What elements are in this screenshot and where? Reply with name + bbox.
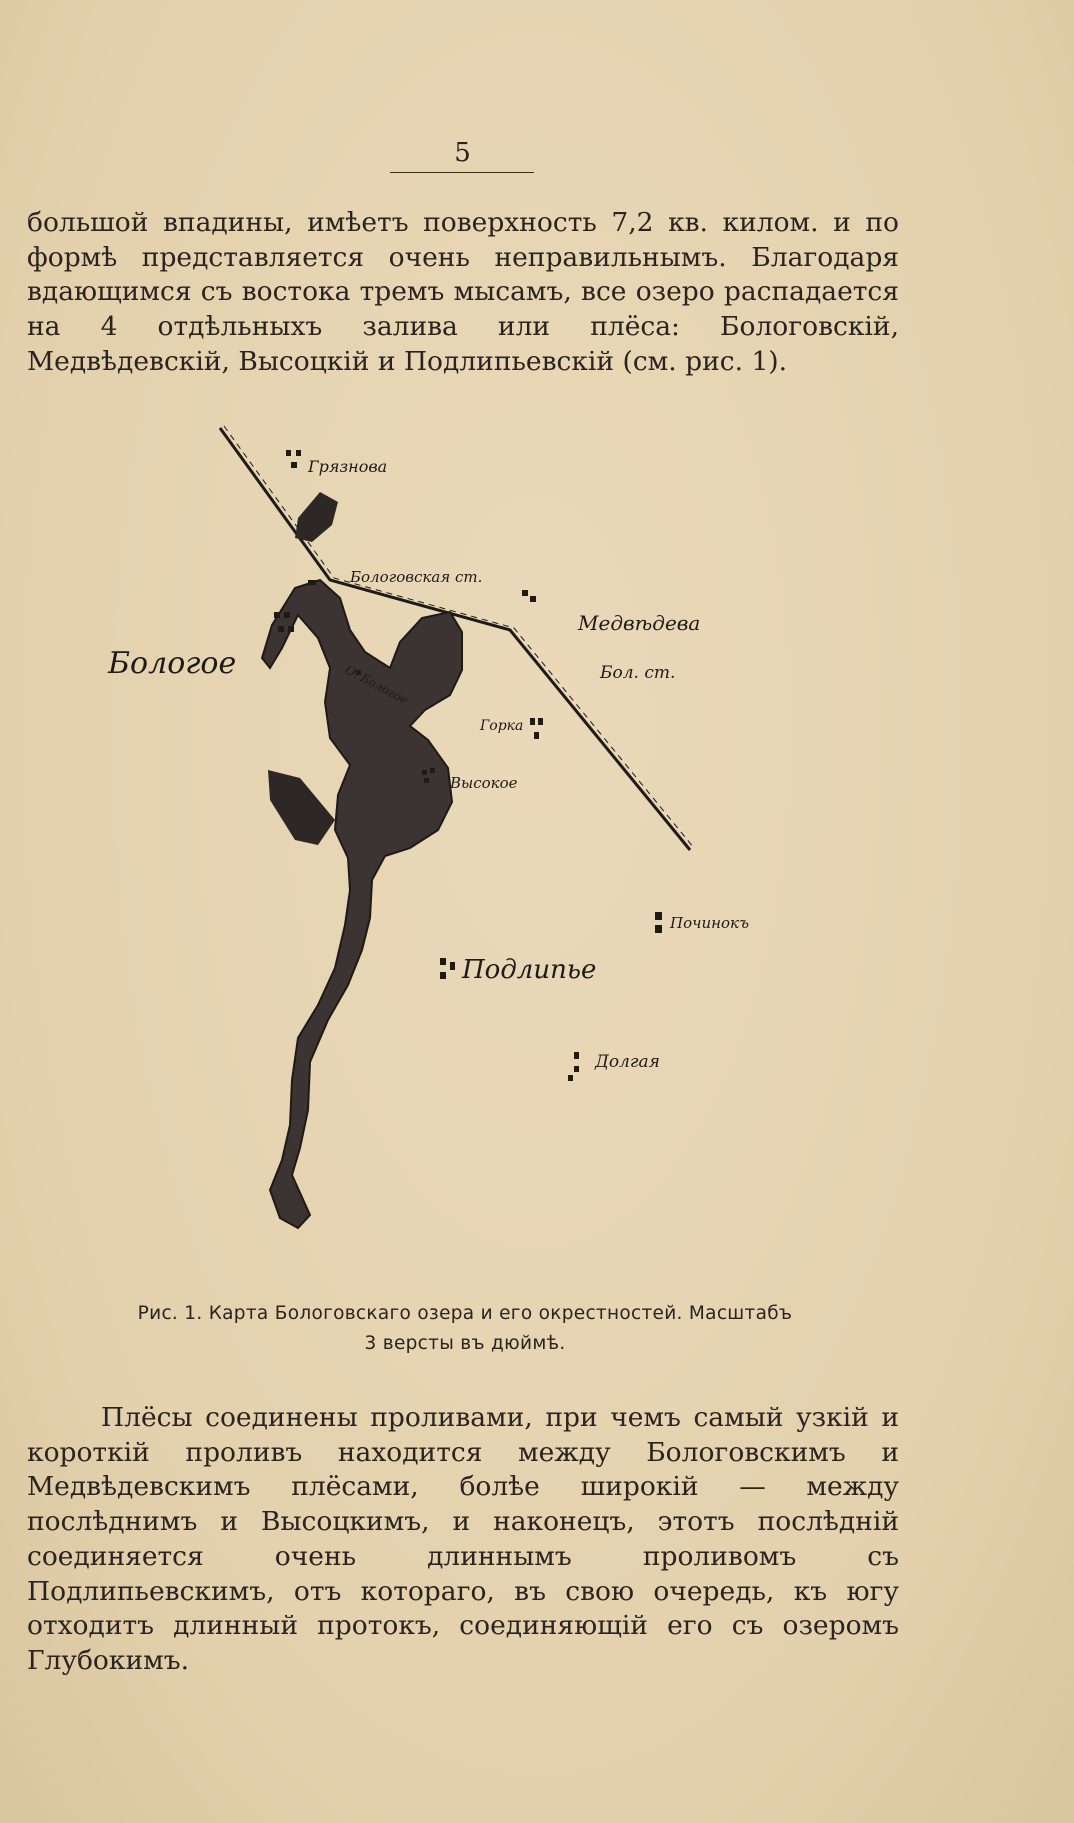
- label-gryaznova: Грязнова: [308, 457, 388, 476]
- label-vysokoe: Высокое: [450, 774, 518, 792]
- label-pochinok: Починокъ: [670, 914, 749, 932]
- paragraph-bottom: Плёсы соединены проливами, при чемъ самый узкій и короткій проливъ находится между Бологовскимъ и Медвѣдевскимъ плёсами, болѣе широкій — между послѣднимъ и Высоцкимъ, и наконецъ, этотъ послѣдній соединяется очень длиннымъ проливомъ съ Подлипьевскимъ, отъ котораго, въ свою очередь, къ югу отходитъ длинный протокъ, соединяющій его съ озеромъ Глубокимъ.: [27, 1402, 899, 1676]
- lake-map-figure: [108, 420, 820, 1280]
- paragraph-top: большой впадины, имѣетъ поверхность 7,2 кв. килом. и по формѣ представляется очень неправильнымъ. Благодаря вдающимся съ востока тремъ мысамъ, все озеро распадается на 4 отдѣльныхъ залива или плёса: Бологовскій, Медвѣдевскій, Высоцкій и Подлипьевскій (см. рис. 1).: [27, 207, 899, 377]
- page-number: 5: [454, 138, 472, 168]
- label-medvedeva: Медвѣдева: [578, 611, 701, 635]
- label-bol-station: Бол. ст.: [600, 663, 676, 683]
- label-gorka: Горка: [480, 718, 524, 734]
- pond-west: [268, 770, 335, 845]
- figure-caption: [55, 1299, 875, 1359]
- caption-line-1: Рис. 1. Карта Бологовскаго озера и его окрестностей. Масштабъ: [137, 1303, 793, 1324]
- caption-line-2: 3 версты въ дюймѣ.: [364, 1333, 566, 1354]
- label-bologovskaya-station: Бологовская ст.: [350, 568, 483, 586]
- small-pond-north: [295, 492, 338, 542]
- label-podlipye: Подлипье: [462, 955, 597, 985]
- label-lake-name: О. Бологое: [343, 662, 411, 708]
- label-dolgaya: Долгая: [595, 1052, 660, 1072]
- label-bologoe-village: Бологое: [108, 646, 237, 681]
- header-rule: [390, 172, 534, 173]
